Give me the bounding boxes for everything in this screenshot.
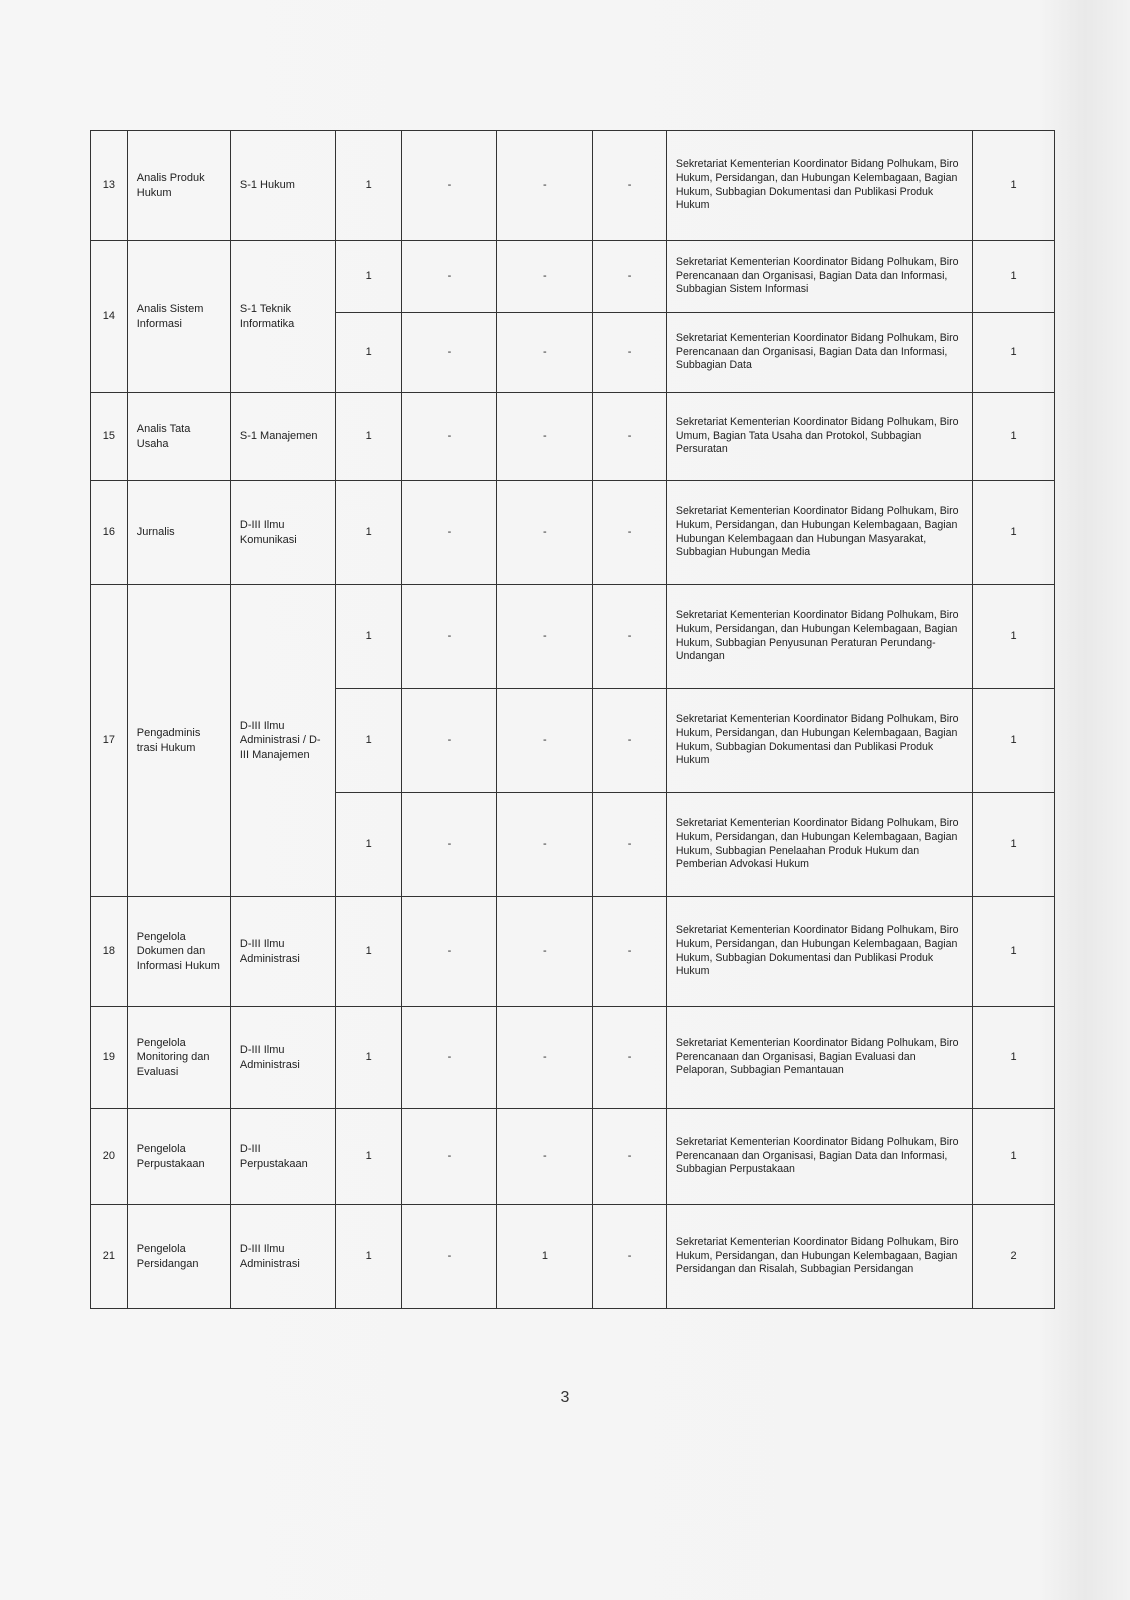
placement-unit-cell: Sekretariat Kementerian Koordinator Bidang Polhukam, Biro Hukum, Persidangan, dan Hubungan Kelembagaan, Bagian Hukum, Subbagian Dokumentasi dan Publikasi Produk Hukum bbox=[666, 131, 972, 241]
row-number-cell: 13 bbox=[91, 131, 128, 241]
quota-cell-3: - bbox=[497, 131, 593, 241]
row-number-cell: 14 bbox=[91, 241, 128, 393]
placement-unit-cell: Sekretariat Kementerian Koordinator Bidang Polhukam, Biro Umum, Bagian Tata Usaha dan Protokol, Subbagian Persuratan bbox=[666, 393, 972, 481]
quota-cell-1: 1 bbox=[336, 131, 402, 241]
table-body bbox=[91, 131, 1055, 1309]
total-cell: 1 bbox=[973, 793, 1055, 897]
row-number-cell: 18 bbox=[91, 897, 128, 1007]
quota-cell-4: - bbox=[593, 793, 667, 897]
total-cell: 1 bbox=[973, 393, 1055, 481]
quota-cell-3: - bbox=[497, 897, 593, 1007]
table-row bbox=[91, 897, 1055, 1007]
quota-cell-3: - bbox=[497, 689, 593, 793]
quota-cell-1: 1 bbox=[336, 1109, 402, 1205]
quota-cell-2: - bbox=[402, 393, 497, 481]
total-cell: 2 bbox=[973, 1205, 1055, 1309]
quota-cell-2: - bbox=[402, 241, 497, 313]
position-name-cell: Pengelola Monitoring dan Evaluasi bbox=[127, 1007, 230, 1109]
formation-table bbox=[90, 130, 1055, 1309]
quota-cell-3: - bbox=[497, 393, 593, 481]
table-row bbox=[91, 131, 1055, 241]
quota-cell-1: 1 bbox=[336, 481, 402, 585]
quota-cell-2: - bbox=[402, 1007, 497, 1109]
position-name-cell: Pengelola Dokumen dan Informasi Hukum bbox=[127, 897, 230, 1007]
placement-unit-cell: Sekretariat Kementerian Koordinator Bidang Polhukam, Biro Perencanaan dan Organisasi, Bagian Data dan Informasi, Subbagian Perpustakaan bbox=[666, 1109, 972, 1205]
table-row bbox=[91, 585, 1055, 689]
table-row bbox=[91, 1007, 1055, 1109]
quota-cell-4: - bbox=[593, 1205, 667, 1309]
qualification-cell: D-III Ilmu Administrasi bbox=[230, 1007, 335, 1109]
position-name-cell: Analis Produk Hukum bbox=[127, 131, 230, 241]
position-name-cell: Pengadminis trasi Hukum bbox=[127, 585, 230, 897]
quota-cell-2: - bbox=[402, 1205, 497, 1309]
qualification-cell: D-III Ilmu Administrasi bbox=[230, 1205, 335, 1309]
total-cell: 1 bbox=[973, 585, 1055, 689]
quota-cell-4: - bbox=[593, 481, 667, 585]
qualification-cell: D-III Ilmu Administrasi bbox=[230, 897, 335, 1007]
quota-cell-2: - bbox=[402, 481, 497, 585]
quota-cell-4: - bbox=[593, 1007, 667, 1109]
quota-cell-3: - bbox=[497, 481, 593, 585]
quota-cell-1: 1 bbox=[336, 689, 402, 793]
qualification-cell: D-III Ilmu Administrasi / D-III Manajemen bbox=[230, 585, 335, 897]
quota-cell-1: 1 bbox=[336, 241, 402, 313]
quota-cell-2: - bbox=[402, 793, 497, 897]
quota-cell-2: - bbox=[402, 689, 497, 793]
table-row bbox=[91, 481, 1055, 585]
position-name-cell: Pengelola Perpustakaan bbox=[127, 1109, 230, 1205]
placement-unit-cell: Sekretariat Kementerian Koordinator Bidang Polhukam, Biro Perencanaan dan Organisasi, Bagian Data dan Informasi, Subbagian Sistem Informasi bbox=[666, 241, 972, 313]
placement-unit-cell: Sekretariat Kementerian Koordinator Bidang Polhukam, Biro Hukum, Persidangan, dan Hubungan Kelembagaan, Bagian Hukum, Subbagian Dokumentasi dan Publikasi Produk Hukum bbox=[666, 689, 972, 793]
placement-unit-cell: Sekretariat Kementerian Koordinator Bidang Polhukam, Biro Hukum, Persidangan, dan Hubungan Kelembagaan, Bagian Hukum, Subbagian Penyusunan Peraturan Perundang-Undangan bbox=[666, 585, 972, 689]
quota-cell-2: - bbox=[402, 585, 497, 689]
qualification-cell: D-III Perpustakaan bbox=[230, 1109, 335, 1205]
total-cell: 1 bbox=[973, 689, 1055, 793]
position-name-cell: Pengelola Persidangan bbox=[127, 1205, 230, 1309]
quota-cell-2: - bbox=[402, 131, 497, 241]
quota-cell-3: - bbox=[497, 241, 593, 313]
placement-unit-cell: Sekretariat Kementerian Koordinator Bidang Polhukam, Biro Hukum, Persidangan, dan Hubungan Kelembagaan, Bagian Hukum, Subbagian Penelaahan Produk Hukum dan Pemberian Advokasi Hukum bbox=[666, 793, 972, 897]
row-number-cell: 20 bbox=[91, 1109, 128, 1205]
quota-cell-4: - bbox=[593, 1109, 667, 1205]
page-number: 3 bbox=[560, 1389, 570, 1406]
quota-cell-1: 1 bbox=[336, 793, 402, 897]
table-row bbox=[91, 1109, 1055, 1205]
qualification-cell: S-1 Manajemen bbox=[230, 393, 335, 481]
total-cell: 1 bbox=[973, 897, 1055, 1007]
placement-unit-cell: Sekretariat Kementerian Koordinator Bidang Polhukam, Biro Hukum, Persidangan, dan Hubungan Kelembagaan, Bagian Persidangan dan Risalah, Subbagian Persidangan bbox=[666, 1205, 972, 1309]
qualification-cell: S-1 Teknik Informatika bbox=[230, 241, 335, 393]
table-row bbox=[91, 393, 1055, 481]
total-cell: 1 bbox=[973, 1007, 1055, 1109]
placement-unit-cell: Sekretariat Kementerian Koordinator Bidang Polhukam, Biro Perencanaan dan Organisasi, Bagian Evaluasi dan Pelaporan, Subbagian Pemantauan bbox=[666, 1007, 972, 1109]
quota-cell-4: - bbox=[593, 897, 667, 1007]
quota-cell-1: 1 bbox=[336, 585, 402, 689]
placement-unit-cell: Sekretariat Kementerian Koordinator Bidang Polhukam, Biro Perencanaan dan Organisasi, Bagian Data dan Informasi, Subbagian Data bbox=[666, 313, 972, 393]
total-cell: 1 bbox=[973, 131, 1055, 241]
row-number-cell: 16 bbox=[91, 481, 128, 585]
row-number-cell: 21 bbox=[91, 1205, 128, 1309]
table-row bbox=[91, 241, 1055, 313]
quota-cell-3: - bbox=[497, 585, 593, 689]
quota-cell-1: 1 bbox=[336, 1205, 402, 1309]
quota-cell-4: - bbox=[593, 689, 667, 793]
quota-cell-4: - bbox=[593, 585, 667, 689]
quota-cell-2: - bbox=[402, 1109, 497, 1205]
total-cell: 1 bbox=[973, 1109, 1055, 1205]
total-cell: 1 bbox=[973, 241, 1055, 313]
position-name-cell: Analis Tata Usaha bbox=[127, 393, 230, 481]
qualification-cell: D-III Ilmu Komunikasi bbox=[230, 481, 335, 585]
placement-unit-cell: Sekretariat Kementerian Koordinator Bidang Polhukam, Biro Hukum, Persidangan, dan Hubungan Kelembagaan, Bagian Hukum, Subbagian Dokumentasi dan Publikasi Produk Hukum bbox=[666, 897, 972, 1007]
quota-cell-1: 1 bbox=[336, 897, 402, 1007]
quota-cell-3: - bbox=[497, 793, 593, 897]
quota-cell-1: 1 bbox=[336, 1007, 402, 1109]
quota-cell-3: - bbox=[497, 313, 593, 393]
row-number-cell: 19 bbox=[91, 1007, 128, 1109]
quota-cell-3: - bbox=[497, 1007, 593, 1109]
quota-cell-1: 1 bbox=[336, 393, 402, 481]
row-number-cell: 17 bbox=[91, 585, 128, 897]
quota-cell-2: - bbox=[402, 897, 497, 1007]
total-cell: 1 bbox=[973, 313, 1055, 393]
position-name-cell: Jurnalis bbox=[127, 481, 230, 585]
row-number-cell: 15 bbox=[91, 393, 128, 481]
table-row bbox=[91, 1205, 1055, 1309]
qualification-cell: S-1 Hukum bbox=[230, 131, 335, 241]
quota-cell-3: 1 bbox=[497, 1205, 593, 1309]
quota-cell-4: - bbox=[593, 393, 667, 481]
position-name-cell: Analis Sistem Informasi bbox=[127, 241, 230, 393]
quota-cell-4: - bbox=[593, 241, 667, 313]
placement-unit-cell: Sekretariat Kementerian Koordinator Bidang Polhukam, Biro Hukum, Persidangan, dan Hubungan Kelembagaan, Bagian Hubungan Kelembagaan dan Hubungan Masyarakat, Subbagian Hubungan Media bbox=[666, 481, 972, 585]
quota-cell-4: - bbox=[593, 313, 667, 393]
quota-cell-4: - bbox=[593, 131, 667, 241]
quota-cell-2: - bbox=[402, 313, 497, 393]
quota-cell-1: 1 bbox=[336, 313, 402, 393]
quota-cell-3: - bbox=[497, 1109, 593, 1205]
total-cell: 1 bbox=[973, 481, 1055, 585]
